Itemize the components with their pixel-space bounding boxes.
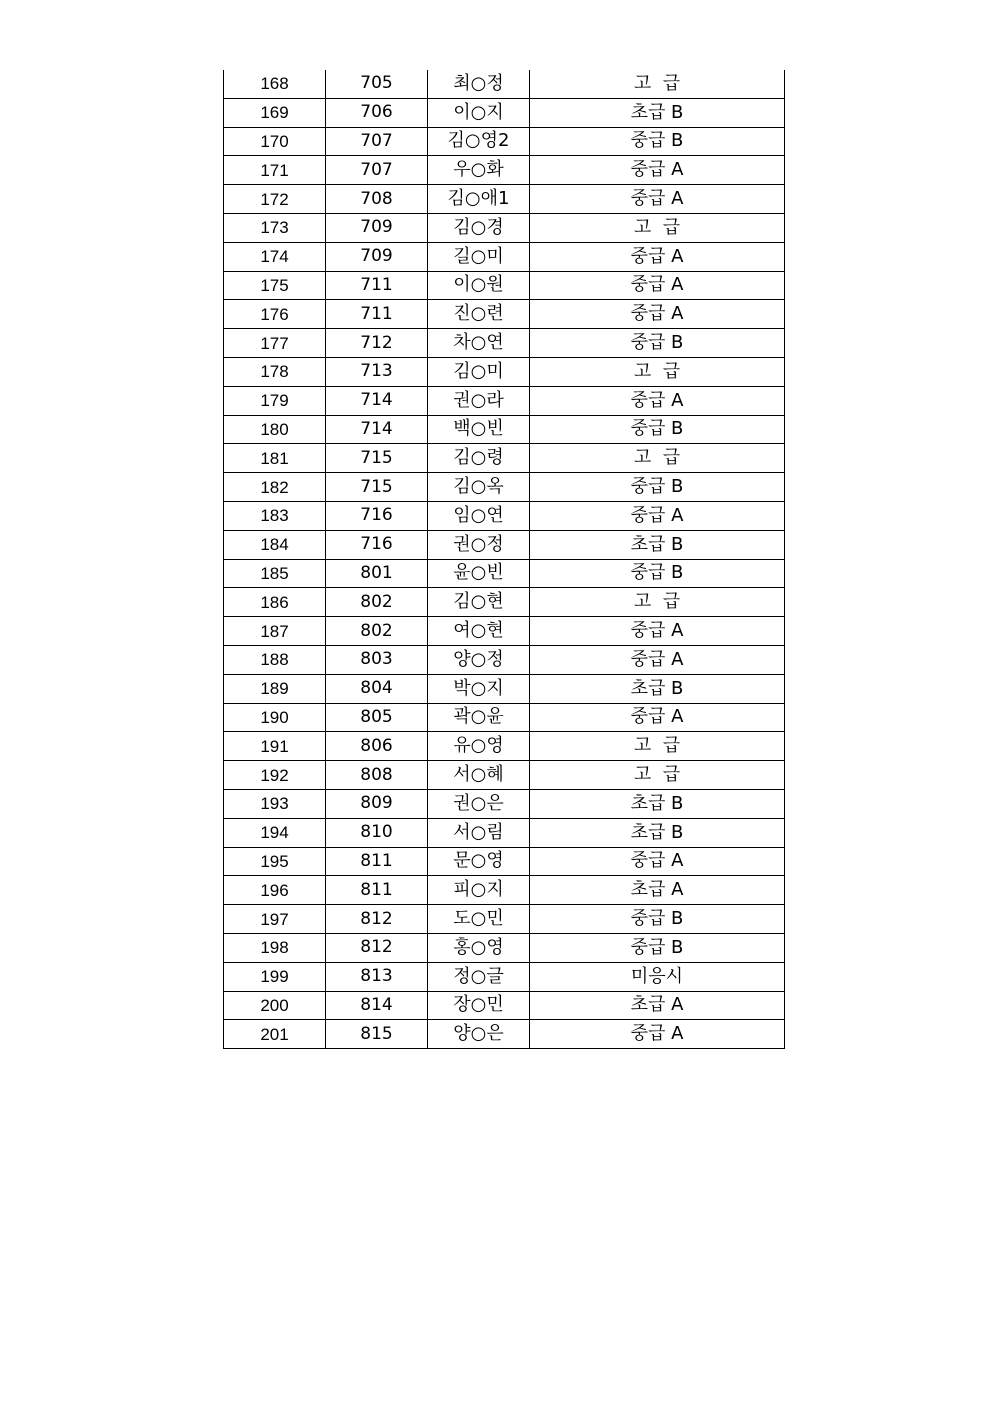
room-cell: 811: [326, 876, 428, 905]
room-cell: 805: [326, 703, 428, 732]
name-cell: 김○옥: [428, 473, 530, 502]
grade-cell: 중급 B: [530, 329, 785, 358]
grade-cell: 중급 A: [530, 617, 785, 646]
table-row: [224, 789, 785, 818]
table-row: [224, 271, 785, 300]
table-row: [224, 876, 785, 905]
table-row: [224, 213, 785, 242]
grade-cell: 미응시: [530, 962, 785, 991]
table-row: [224, 156, 785, 185]
grade-cell: 고 급: [530, 761, 785, 790]
grade-cell: 초급 B: [530, 818, 785, 847]
grade-cell: 중급 B: [530, 127, 785, 156]
room-cell: 711: [326, 300, 428, 329]
table-row: [224, 991, 785, 1020]
grade-cell: 초급 B: [530, 530, 785, 559]
seq-cell: 172: [224, 185, 326, 214]
seq-cell: 171: [224, 156, 326, 185]
room-cell: 709: [326, 242, 428, 271]
room-cell: 814: [326, 991, 428, 1020]
seq-cell: 186: [224, 588, 326, 617]
room-cell: 714: [326, 386, 428, 415]
grade-cell: 고 급: [530, 70, 785, 98]
seq-cell: 201: [224, 1020, 326, 1049]
table-row: [224, 501, 785, 530]
room-cell: 705: [326, 70, 428, 98]
grade-cell: 중급 B: [530, 905, 785, 934]
table-row: [224, 617, 785, 646]
seq-cell: 170: [224, 127, 326, 156]
table-row: [224, 329, 785, 358]
grade-cell: 중급 B: [530, 559, 785, 588]
grade-cell: 중급 B: [530, 473, 785, 502]
seq-cell: 188: [224, 645, 326, 674]
seq-cell: 185: [224, 559, 326, 588]
name-cell: 임○연: [428, 501, 530, 530]
room-cell: 806: [326, 732, 428, 761]
name-cell: 진○련: [428, 300, 530, 329]
name-cell: 박○지: [428, 674, 530, 703]
room-cell: 812: [326, 905, 428, 934]
name-cell: 김○경: [428, 213, 530, 242]
grade-cell: 중급 A: [530, 156, 785, 185]
table-row: [224, 559, 785, 588]
name-cell: 양○은: [428, 1020, 530, 1049]
grade-cell: 중급 A: [530, 271, 785, 300]
table-row: [224, 127, 785, 156]
seq-cell: 198: [224, 933, 326, 962]
name-cell: 윤○빈: [428, 559, 530, 588]
table-row: [224, 185, 785, 214]
grade-cell: 초급 B: [530, 789, 785, 818]
name-cell: 김○애1: [428, 185, 530, 214]
room-cell: 801: [326, 559, 428, 588]
seq-cell: 190: [224, 703, 326, 732]
name-cell: 김○령: [428, 444, 530, 473]
name-cell: 도○민: [428, 905, 530, 934]
seq-cell: 179: [224, 386, 326, 415]
grade-cell: 중급 A: [530, 185, 785, 214]
seq-cell: 178: [224, 357, 326, 386]
seq-cell: 180: [224, 415, 326, 444]
seq-cell: 191: [224, 732, 326, 761]
name-cell: 유○영: [428, 732, 530, 761]
name-cell: 서○혜: [428, 761, 530, 790]
seq-cell: 195: [224, 847, 326, 876]
grade-cell: 고 급: [530, 213, 785, 242]
name-cell: 곽○윤: [428, 703, 530, 732]
seq-cell: 193: [224, 789, 326, 818]
room-cell: 811: [326, 847, 428, 876]
table-row: [224, 674, 785, 703]
table-row: [224, 473, 785, 502]
grade-cell: 고 급: [530, 444, 785, 473]
room-cell: 802: [326, 617, 428, 646]
room-cell: 712: [326, 329, 428, 358]
grade-cell: 중급 A: [530, 1020, 785, 1049]
seq-cell: 168: [224, 70, 326, 98]
name-cell: 김○현: [428, 588, 530, 617]
room-cell: 711: [326, 271, 428, 300]
name-cell: 백○빈: [428, 415, 530, 444]
seq-cell: 184: [224, 530, 326, 559]
table-row: [224, 645, 785, 674]
grade-cell: 중급 A: [530, 300, 785, 329]
seq-cell: 196: [224, 876, 326, 905]
table-row: [224, 818, 785, 847]
roster-table-body: [224, 70, 785, 1049]
grade-cell: 초급 B: [530, 98, 785, 127]
name-cell: 권○은: [428, 789, 530, 818]
room-cell: 802: [326, 588, 428, 617]
grade-cell: 초급 B: [530, 674, 785, 703]
seq-cell: 181: [224, 444, 326, 473]
seq-cell: 197: [224, 905, 326, 934]
grade-cell: 고 급: [530, 732, 785, 761]
name-cell: 여○현: [428, 617, 530, 646]
name-cell: 차○연: [428, 329, 530, 358]
room-cell: 714: [326, 415, 428, 444]
seq-cell: 177: [224, 329, 326, 358]
name-cell: 권○라: [428, 386, 530, 415]
name-cell: 김○영2: [428, 127, 530, 156]
grade-cell: 고 급: [530, 357, 785, 386]
room-cell: 813: [326, 962, 428, 991]
table-row: [224, 905, 785, 934]
table-row: [224, 98, 785, 127]
seq-cell: 199: [224, 962, 326, 991]
room-cell: 804: [326, 674, 428, 703]
room-cell: 815: [326, 1020, 428, 1049]
table-row: [224, 386, 785, 415]
name-cell: 이○지: [428, 98, 530, 127]
table-row: [224, 847, 785, 876]
grade-cell: 초급 A: [530, 991, 785, 1020]
table-row: [224, 761, 785, 790]
table-row: [224, 357, 785, 386]
table-row: [224, 530, 785, 559]
table-row: [224, 703, 785, 732]
name-cell: 권○정: [428, 530, 530, 559]
seq-cell: 176: [224, 300, 326, 329]
table-row: [224, 588, 785, 617]
table-row: [224, 444, 785, 473]
name-cell: 길○미: [428, 242, 530, 271]
table-row: [224, 242, 785, 271]
room-cell: 803: [326, 645, 428, 674]
grade-cell: 중급 B: [530, 415, 785, 444]
grade-cell: 초급 A: [530, 876, 785, 905]
grade-cell: 중급 A: [530, 386, 785, 415]
room-cell: 809: [326, 789, 428, 818]
room-cell: 708: [326, 185, 428, 214]
grade-cell: 고 급: [530, 588, 785, 617]
room-cell: 706: [326, 98, 428, 127]
room-cell: 808: [326, 761, 428, 790]
name-cell: 피○지: [428, 876, 530, 905]
room-cell: 716: [326, 501, 428, 530]
seq-cell: 182: [224, 473, 326, 502]
table-row: [224, 962, 785, 991]
room-cell: 715: [326, 444, 428, 473]
grade-cell: 중급 A: [530, 501, 785, 530]
seq-cell: 194: [224, 818, 326, 847]
grade-cell: 중급 A: [530, 703, 785, 732]
room-cell: 707: [326, 127, 428, 156]
seq-cell: 183: [224, 501, 326, 530]
table-row: [224, 415, 785, 444]
name-cell: 정○글: [428, 962, 530, 991]
grade-cell: 중급 B: [530, 933, 785, 962]
room-cell: 715: [326, 473, 428, 502]
grade-cell: 중급 A: [530, 645, 785, 674]
seq-cell: 189: [224, 674, 326, 703]
seq-cell: 174: [224, 242, 326, 271]
table-row: [224, 933, 785, 962]
table-row: [224, 732, 785, 761]
grade-cell: 중급 A: [530, 242, 785, 271]
name-cell: 장○민: [428, 991, 530, 1020]
seq-cell: 200: [224, 991, 326, 1020]
room-cell: 713: [326, 357, 428, 386]
seq-cell: 175: [224, 271, 326, 300]
table-row: [224, 300, 785, 329]
room-cell: 709: [326, 213, 428, 242]
seq-cell: 173: [224, 213, 326, 242]
grade-cell: 중급 A: [530, 847, 785, 876]
name-cell: 이○원: [428, 271, 530, 300]
seq-cell: 192: [224, 761, 326, 790]
room-cell: 812: [326, 933, 428, 962]
table-row: [224, 70, 785, 98]
name-cell: 서○림: [428, 818, 530, 847]
room-cell: 707: [326, 156, 428, 185]
room-cell: 716: [326, 530, 428, 559]
seq-cell: 169: [224, 98, 326, 127]
name-cell: 김○미: [428, 357, 530, 386]
name-cell: 양○정: [428, 645, 530, 674]
seq-cell: 187: [224, 617, 326, 646]
name-cell: 최○정: [428, 70, 530, 98]
name-cell: 홍○영: [428, 933, 530, 962]
name-cell: 문○영: [428, 847, 530, 876]
table-row: [224, 1020, 785, 1049]
roster-table: [223, 70, 785, 1049]
name-cell: 우○화: [428, 156, 530, 185]
room-cell: 810: [326, 818, 428, 847]
